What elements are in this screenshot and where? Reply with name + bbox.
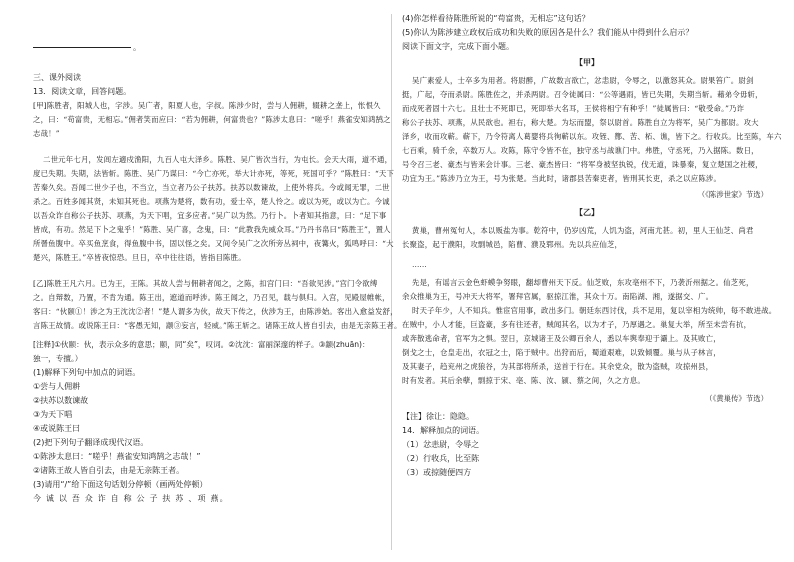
passage-line: 而戍死者固十六七。且壮士不死即已，死即举大名耳，王侯将相宁有种乎！”徒属皆曰：“敬受命。”乃诈 bbox=[402, 104, 745, 113]
question-3: (3)请用“/”给下面这句话划分停顿（画两处停顿） bbox=[33, 480, 208, 489]
passage-line: 之。自辩数，乃置，不肯为通。陈王出，遮道而呼涉。陈王闻之，乃召见，载与俱归。入宫，见殿屋帷帐， bbox=[33, 293, 390, 302]
passage-line: 余众推巢为王，号冲天大将军，署拜官属，驱掠江淮，其众十万。南陷湖、湘，遂据交、广。 bbox=[402, 292, 714, 301]
question-1-item: ②扶苏以数谏故 bbox=[33, 396, 89, 405]
passage-line: [甲]陈胜者，阳城人也，字涉。吴广者，阳夏人也，字叔。陈涉少时，尝与人佣耕，辍耕之垄上，怅恨久 bbox=[33, 101, 381, 110]
ellipsis: …… bbox=[412, 260, 427, 269]
question-1-item: ③为天下唱 bbox=[33, 410, 73, 419]
period-mark: 。 bbox=[133, 43, 141, 52]
question-1-item: ④或说陈王曰 bbox=[33, 424, 81, 433]
passage-line: 客曰：“伙颐①！涉之为王沈沈②者！”楚人谓多为伙，故天下传之，伙涉为王，由陈涉始。客出入愈益发舒， bbox=[33, 307, 398, 316]
passage-line: 或奔散逃命者，官军为之惧。翌日，京城诸王及公卿百余人，悉以车舆奉迎于灞上。及其败亡， bbox=[402, 334, 721, 343]
question-14-item: （3）或掠随便四方 bbox=[402, 468, 472, 477]
passage-jia-source: （《陈涉世家》节选） bbox=[697, 190, 768, 199]
question-1-item: ①尝与人佣耕 bbox=[33, 382, 81, 391]
reading-instruction: 阅读下面文字，完成下面小题。 bbox=[402, 42, 514, 51]
question-2-item: ②诸陈王故人皆自引去，由是无亲陈王者。 bbox=[33, 466, 185, 475]
passage-line: 挺，广起，夺而杀尉。陈胜佐之，并杀两尉。召令徒属曰：“公等遇雨，皆已失期，失期当斩。藉弟令毋斩， bbox=[402, 90, 763, 99]
passage-note: 【注】徐让：隐隐。 bbox=[402, 412, 474, 421]
passage-line: 志哉！” bbox=[33, 129, 60, 138]
passage-line: 先是，有谣言云金色虾蟆争努眼，翻却曹州天下反。仙芝败，东攻亳州不下，乃袭沂州据之。仙芝死， bbox=[412, 278, 754, 287]
passage-line: 二世元年七月，发闾左適戍渔阳，九百人屯大泽乡。陈胜、吴广皆次当行，为屯长。会天大雨，道不通， bbox=[43, 155, 393, 164]
passage-line: 度已失期。失期，法皆斩。陈胜、吴广乃谋曰：“今亡亦死，举大计亦死，等死，死国可乎？”陈胜曰：“天下 bbox=[33, 169, 395, 178]
passage-line: 吴广素爱人，士卒多为用者。将尉醉，广故数言欲亡，忿恚尉，令辱之，以激怒其众。尉果笞广。尉剑 bbox=[412, 76, 754, 85]
passage-line: 以吾众诈自称公子扶苏、项燕，为天下唱，宜多应者。”吴广以为然。乃行卜。卜者知其指意，曰：“足下事 bbox=[33, 211, 387, 220]
question-13-intro: 13．阅读文章，回答问题。 bbox=[33, 87, 132, 96]
passage-line: 所罾鱼腹中。卒买鱼烹食，得鱼腹中书，固以怪之矣。又间令吴广之次所旁丛祠中，夜篝火，狐鸣呼曰：“大 bbox=[33, 239, 394, 248]
answer-blank-line[interactable] bbox=[33, 46, 131, 48]
annotation-note: 独一，专擅。） bbox=[33, 354, 83, 363]
passage-line: 楚兴，陈胜王。”卒皆夜惊恐。旦日，卒中往往语，皆指目陈胜。 bbox=[33, 253, 246, 262]
question-2-item: ①陈涉太息曰：“嗟乎！燕雀安知鸿鹄之志哉！” bbox=[33, 452, 201, 461]
passage-line: 称公子扶苏、项燕，从民欲也。袒右，称大楚。为坛而盟，祭以尉首。陈胜自立为将军，吴广为都尉。攻大 bbox=[402, 118, 759, 127]
question-3-sentence: 今 诚 以 吾 众 诈 自 称 公 子 扶 苏 、项 燕。 bbox=[33, 494, 229, 503]
column-divider bbox=[391, 14, 392, 550]
passage-line: 倒戈之士，仓皇走出，衣冠之士，陷于贼中。出狩而后，蜀道艰难，以致倾覆。巢与从子林言， bbox=[402, 348, 721, 357]
passage-line: 言陈王故情。或说陈王曰：“客愚无知，颛③妄言，轻威。”陈王斩之。诸陈王故人皆自引去，由是无亲陈王者。 bbox=[33, 321, 402, 330]
question-1: (1)解释下列句中加点的词语。 bbox=[33, 368, 141, 377]
passage-yi-label: 【乙】 bbox=[575, 208, 599, 217]
passage-line: 号令召三老、豪杰与皆来会计事。三老、豪杰皆曰：“将军身被坚执锐，伐无道，诛暴秦，复立楚国之社稷， bbox=[402, 160, 763, 169]
passage-line: 泽乡，收而攻蕲。蕲下，乃令符离人葛婴将兵徇蕲以东。攻铚、酂、苦、柘、谯，皆下之。行收兵。比至陈，车六 bbox=[402, 132, 782, 141]
passage-yi-source: （《黄巢传》节选） bbox=[705, 394, 768, 403]
passage-line: 杀之。百姓多闻其贤，未知其死也。项燕为楚将，数有功，爱士卒，楚人怜之。或以为死，或以为亡。今诚 bbox=[33, 197, 390, 206]
passage-line: 时有发者。其后余孽，剽掠于宋、亳、陈、汝、颍、蔡之间，久之方息。 bbox=[402, 376, 645, 385]
section-title: 三、课外阅读 bbox=[33, 73, 81, 82]
question-14: 14．解释加点的词语。 bbox=[402, 426, 485, 435]
question-14-item: （1）忿恚尉，令辱之 bbox=[402, 440, 480, 449]
passage-jia-label: 【甲】 bbox=[575, 58, 599, 67]
passage-line: 及其妻子，趋兖州之虎狼谷，为其部将所杀，送首于行在。其余党众，散为盗贼，攻掠州县， bbox=[402, 362, 714, 371]
passage-line: 在贼中，小人才能，巨盗豪，多有往还者，贼闻其名，以为才子，乃厚遇之。巢复大举，所至未尝有抗， bbox=[402, 320, 752, 329]
annotation-note: [注释]①伙颐：伙，表示众多的意思；颐，同“矣”，叹词。②沈沈：富丽深邃的样子。③颛(zhuān)： bbox=[33, 340, 370, 349]
question-5: (5)你认为陈涉建立政权后成功和失败的原因各是什么？我们能从中得到什么启示？ bbox=[402, 28, 694, 37]
passage-line: 皆成，有功。然足下卜之鬼乎！”陈胜、吴广喜，念鬼，曰：“此教我先威众耳。”乃丹书帛曰“陈胜王”，置人 bbox=[33, 225, 391, 234]
passage-line: 之，曰：“苟富贵，无相忘。”佣者笑而应曰：“若为佣耕，何富贵也？”陈涉太息曰：“嗟乎！燕雀安知鸿鹄之 bbox=[33, 115, 391, 124]
passage-line: 七百乘，骑千余，卒数万人。攻陈，陈守令皆不在，独守丞与战谯门中。弗胜，守丞死，乃入据陈。数日， bbox=[402, 146, 759, 155]
passage-line: [乙]陈胜王凡六月。已为王，王陈。其故人尝与佣耕者闻之，之陈，扣宫门曰：“吾欲见涉。”宫门令欲缚 bbox=[33, 279, 378, 288]
question-2: (2)把下列句子翻译成现代汉语。 bbox=[33, 438, 149, 447]
passage-line: 苦秦久矣。吾闻二世少子也，不当立，当立者乃公子扶苏。扶苏以数谏故，上使外将兵。今或闻无罪，二世 bbox=[33, 183, 390, 192]
question-4: (4)你怎样看待陈胜所说的“苟富贵，无相忘”这句话？ bbox=[402, 14, 590, 23]
passage-line: 功宜为王。”陈涉乃立为王，号为张楚。当此时，诸郡县苦秦吏者，皆刑其长吏，杀之以应陈涉。 bbox=[402, 174, 722, 183]
passage-line: 时天子年少，人不知兵。惟宦官用事，政出多门。朝廷东西讨伐，兵不足用，复以宰相为统帅，每不敢进战。 bbox=[412, 306, 777, 315]
question-14-item: （2）行收兵，比至陈 bbox=[402, 454, 480, 463]
passage-line: 长聚盗，起于濮阳，攻剽城邑，陷曹、濮及郓州。先以兵应仙芝， bbox=[402, 240, 623, 249]
passage-line: 黄巢，曹州冤句人，本以贩盐为事。乾符中，仍岁凶荒，人饥为盗，河南尤甚。初，里人王仙芝、尚君 bbox=[412, 226, 754, 235]
